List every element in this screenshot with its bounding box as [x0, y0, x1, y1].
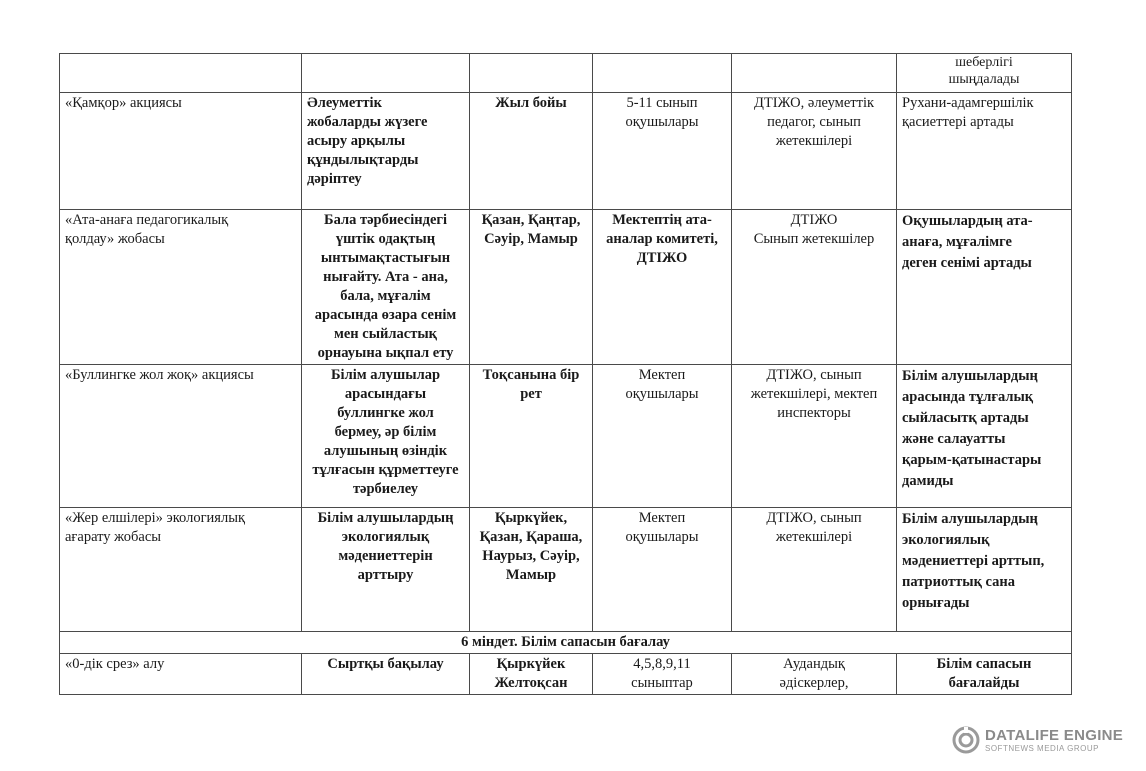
table-row: [60, 365, 1072, 508]
cell-result: Білім алушылардың арасында тұлғалық сыйласытқ артады және салауатты қарым-қатынастары дамиды: [897, 365, 1072, 508]
plan-table: [59, 53, 1072, 695]
cell-timing: [470, 54, 593, 93]
table-row: [60, 508, 1072, 632]
table-row-continued: [60, 54, 1072, 93]
cell-content: [302, 54, 470, 93]
cell-timing: Жыл бойы: [470, 93, 593, 210]
cell-result: Білім сапасын бағалайды: [897, 654, 1072, 695]
table-row: [60, 210, 1072, 365]
cell-content: Сыртқы бақылау: [302, 654, 470, 695]
cell-responsible: Аудандық әдіскерлер,: [732, 654, 897, 695]
datalife-logo-icon: [952, 726, 980, 754]
cell-responsible: [732, 54, 897, 93]
cell-content: Бала тәрбиесіндегі үштік одақтың ынтымақтастығын нығайту. Ата - ана, бала, мұғалім арасында өзара сенім мен сыйластық орнауына ықпал ету: [302, 210, 470, 365]
cell-result: Оқушылардың ата- анаға, мұғалімге деген сенімі артады: [897, 210, 1072, 365]
cell-participants: [593, 54, 732, 93]
cell-event: [60, 54, 302, 93]
cell-content: Білім алушылардың экологиялық мәдениеттерін арттыру: [302, 508, 470, 632]
cell-result: шеберлігі шыңдалады: [897, 54, 1072, 93]
cell-participants: Мектеп оқушылары: [593, 365, 732, 508]
cell-participants: Мектеп оқушылары: [593, 508, 732, 632]
cell-responsible: ДТІЖО, сынып жетекшілері, мектеп инспекторы: [732, 365, 897, 508]
watermark-title: DATALIFE ENGINE: [985, 726, 1124, 744]
table-row: [60, 93, 1072, 210]
section-header: 6 міндет. Білім сапасын бағалау: [60, 632, 1072, 654]
cell-event: «Қамқор» акциясы: [60, 93, 302, 210]
watermark-subtitle: SOFTNEWS MEDIA GROUP: [985, 743, 1100, 753]
cell-timing: Тоқсанына бір рет: [470, 365, 593, 508]
cell-event: «Буллингке жол жоқ» акциясы: [60, 365, 302, 508]
watermark: [952, 726, 1123, 754]
cell-content: Әлеуметтік жобаларды жүзеге асыру арқылы құндылықтарды дәріптеу: [302, 93, 470, 210]
cell-timing: Қазан, Қаңтар, Сәуір, Мамыр: [470, 210, 593, 365]
cell-participants: Мектептің ата- аналар комитеті, ДТІЖО: [593, 210, 732, 365]
cell-event: «Жер елшілері» экологиялық ағарату жобасы: [60, 508, 302, 632]
cell-timing: Қыркүйек Желтоқсан: [470, 654, 593, 695]
cell-result: Білім алушылардың экологиялық мәдениеттері арттып, патриоттық сана орнығады: [897, 508, 1072, 632]
cell-participants: 5-11 сынып оқушылары: [593, 93, 732, 210]
cell-responsible: ДТІЖО Сынып жетекшілер: [732, 210, 897, 365]
cell-responsible: ДТІЖО, әлеуметтік педагог, сынып жетекшілері: [732, 93, 897, 210]
cell-result: Рухани-адамгершілік қасиеттері артады: [897, 93, 1072, 210]
cell-content: Білім алушылар арасындағы буллингке жол бермеу, әр білім алушының өзіндік тұлғасын құрметтеуге тәрбиелеу: [302, 365, 470, 508]
section-header-row: [60, 632, 1072, 654]
table-row: [60, 654, 1072, 695]
cell-event: «Ата-анаға педагогикалық қолдау» жобасы: [60, 210, 302, 365]
cell-responsible: ДТІЖО, сынып жетекшілері: [732, 508, 897, 632]
cell-participants: 4,5,8,9,11 сыныптар: [593, 654, 732, 695]
cell-event: «0-дік срез» алу: [60, 654, 302, 695]
cell-timing: Қыркүйек, Қазан, Қараша, Наурыз, Сәуір, Мамыр: [470, 508, 593, 632]
